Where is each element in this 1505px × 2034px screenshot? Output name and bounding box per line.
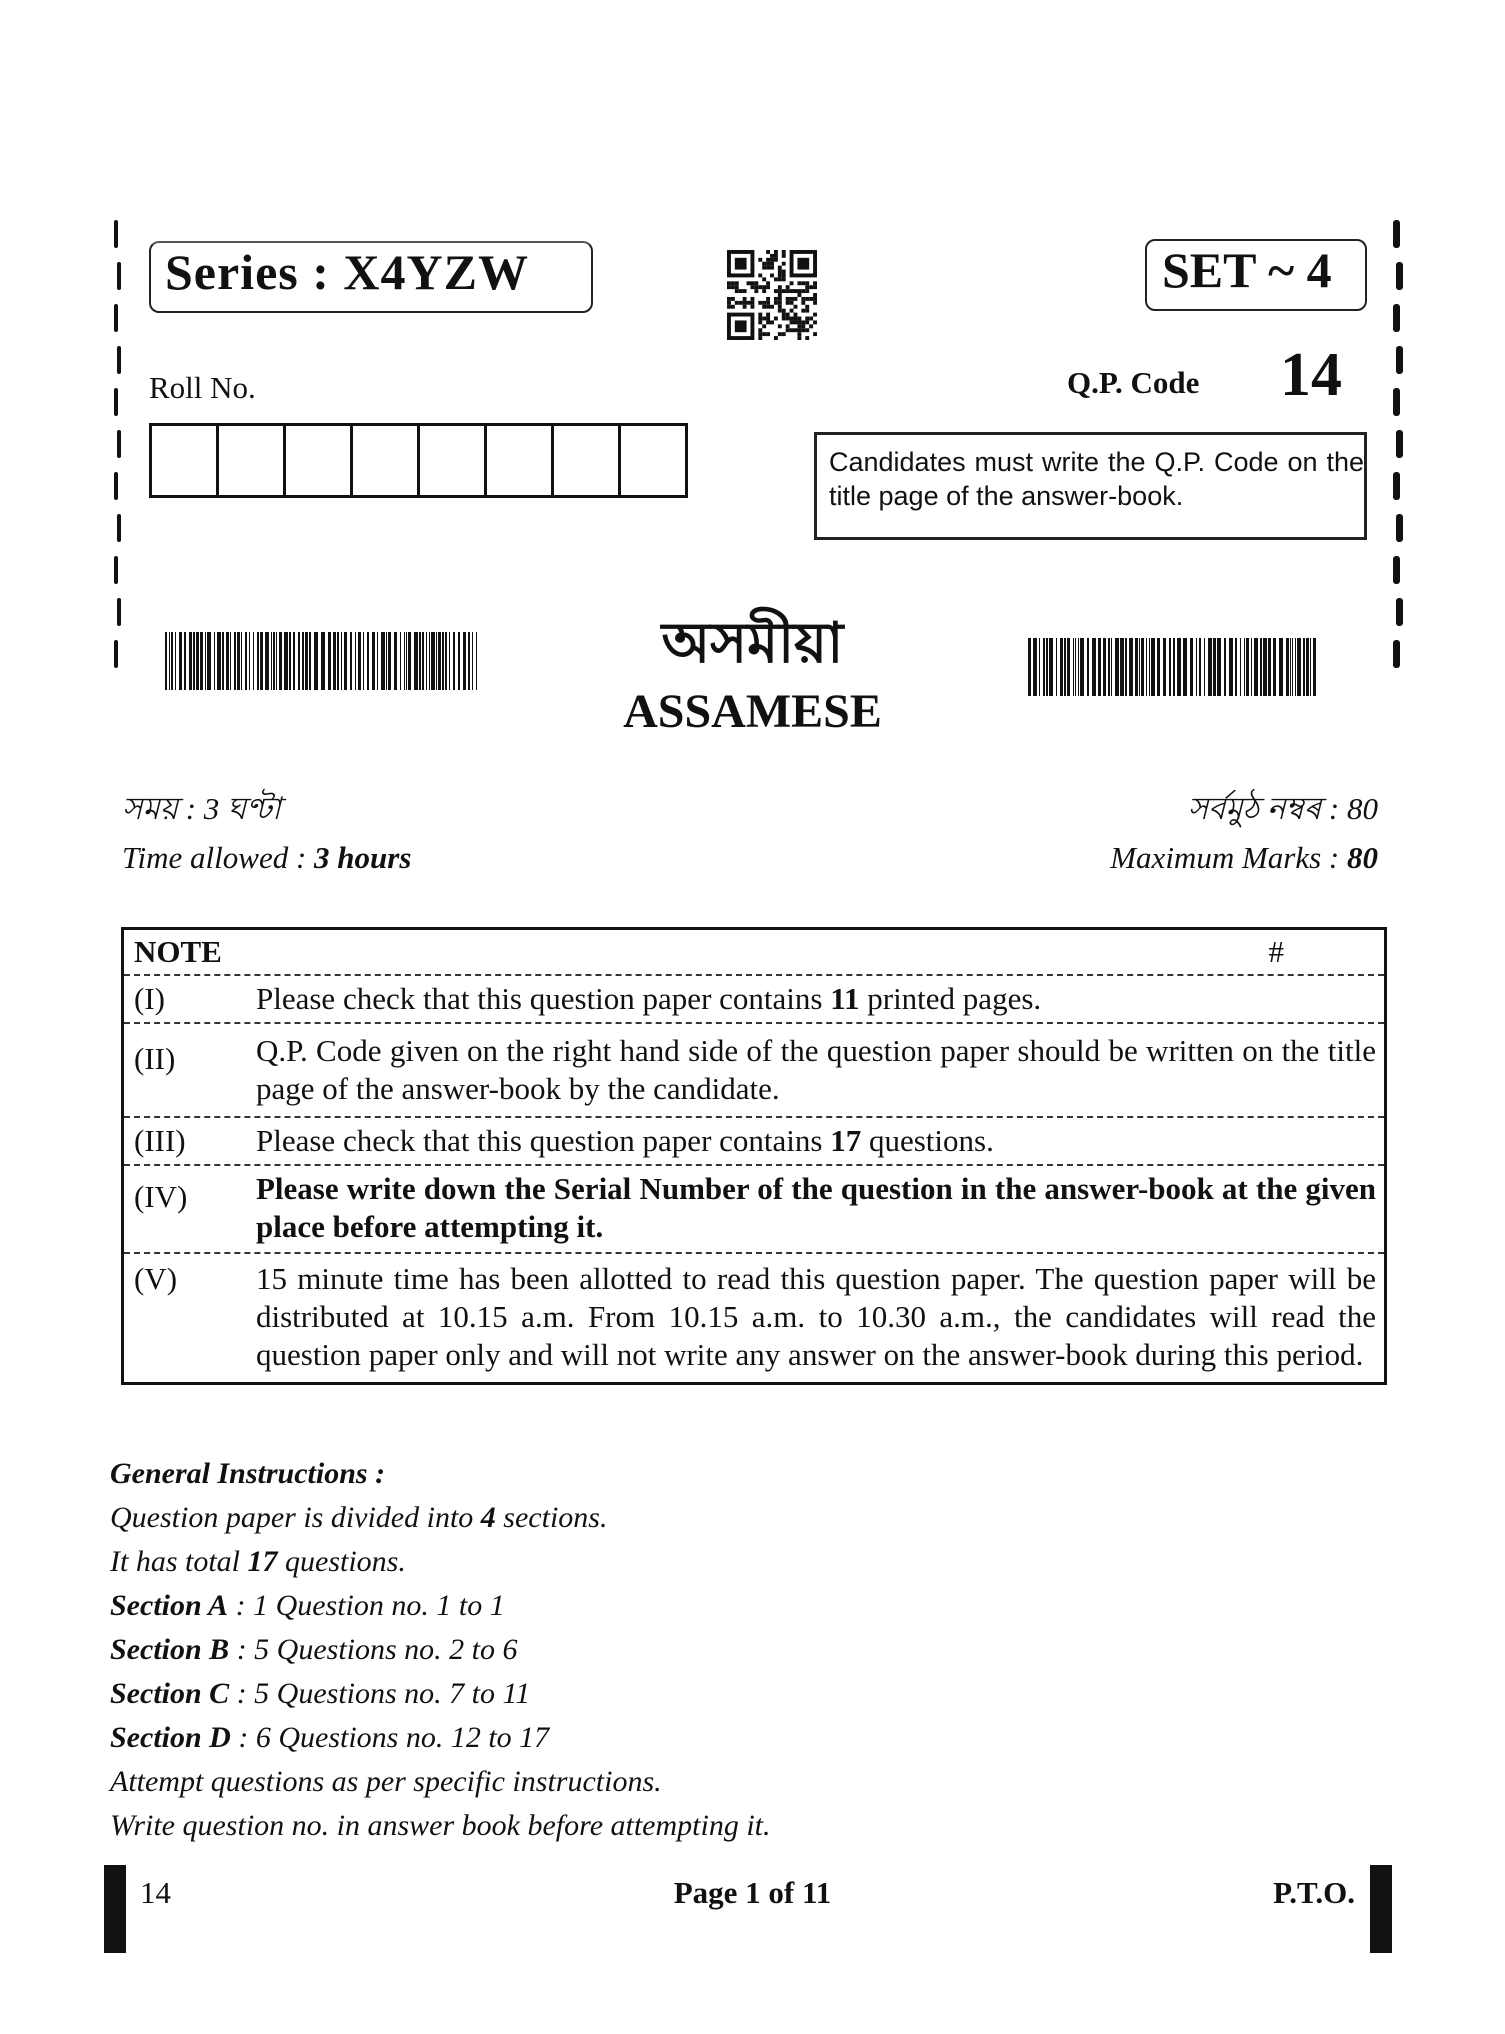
instruction-text: It has total: [110, 1545, 248, 1578]
qr-module: [727, 297, 731, 301]
section-label: Section A: [110, 1589, 229, 1622]
qr-module: [778, 285, 782, 289]
qr-module: [770, 273, 774, 277]
roll-digit-box[interactable]: [353, 426, 420, 495]
qr-module: [809, 285, 813, 289]
margin-mark: [1396, 346, 1403, 374]
qr-module: [778, 289, 782, 293]
set-label: SET ~ 4: [1162, 242, 1332, 298]
marks-value: 80: [1347, 840, 1378, 875]
note-text: Please write down the Serial Number of the question in the answer-book at the given place before attempting it.: [256, 1171, 1376, 1244]
section-line: [110, 1716, 771, 1760]
roll-no-label: Roll No.: [149, 370, 256, 405]
qr-module: [739, 289, 743, 293]
qr-module: [754, 281, 758, 285]
instructions-heading: General Instructions :: [110, 1457, 386, 1490]
instruction-text: sections.: [495, 1501, 608, 1534]
qr-module: [762, 317, 766, 321]
qr-module: [758, 313, 762, 317]
qr-module: [813, 301, 817, 305]
qr-module: [805, 309, 809, 313]
qr-module: [801, 289, 805, 293]
qr-module: [794, 317, 798, 321]
section-text: : 1 Question no. 1 to 1: [228, 1589, 505, 1622]
qr-module: [750, 297, 754, 301]
qr-module: [735, 289, 739, 293]
qr-module: [801, 281, 805, 285]
roll-digit-box[interactable]: [621, 426, 685, 495]
note-row: [124, 1116, 1384, 1164]
page-number: Page 1 of 11: [673, 1875, 832, 1910]
qr-module: [805, 328, 809, 332]
qr-module: [758, 301, 762, 305]
qr-module: [782, 332, 786, 336]
qr-module: [766, 258, 770, 262]
qr-module: [786, 301, 790, 305]
qr-module: [797, 258, 809, 270]
qr-module: [805, 281, 809, 285]
instruction-line: [110, 1540, 771, 1584]
qr-module: [762, 289, 766, 293]
margin-mark: [117, 262, 121, 290]
note-text-part: printed pages.: [859, 981, 1042, 1016]
note-number: (V): [134, 1261, 178, 1296]
qr-module: [758, 332, 762, 336]
margin-mark: [114, 304, 118, 332]
section-line: [110, 1672, 771, 1716]
margin-mark: [1396, 430, 1403, 458]
note-row: [124, 974, 1384, 1022]
qr-module: [805, 297, 809, 301]
qr-module: [801, 309, 805, 313]
pto-label: P.T.O.: [1273, 1875, 1355, 1910]
qr-module: [762, 262, 766, 266]
qr-module: [770, 262, 774, 266]
qr-module: [805, 320, 809, 324]
qr-module: [766, 262, 770, 266]
roll-number-boxes[interactable]: [149, 423, 688, 498]
qr-module: [801, 328, 805, 332]
roll-digit-box[interactable]: [219, 426, 286, 495]
qr-module: [770, 305, 774, 309]
qr-module: [797, 324, 801, 328]
margin-mark: [1396, 262, 1403, 290]
qr-module: [794, 320, 798, 324]
qr-module: [813, 285, 817, 289]
qr-module: [778, 273, 782, 277]
qr-module: [735, 281, 739, 285]
qr-module: [766, 285, 770, 289]
qr-module: [782, 289, 786, 293]
qr-module: [762, 301, 766, 305]
qr-module: [770, 254, 774, 258]
qr-module: [801, 301, 805, 305]
qr-module: [782, 317, 786, 321]
qr-module: [774, 336, 778, 340]
qr-module: [790, 301, 794, 305]
qr-module: [758, 320, 762, 324]
qr-module: [778, 293, 782, 297]
qr-module: [747, 301, 751, 305]
note-row: [124, 1022, 1384, 1116]
qr-module: [766, 250, 770, 254]
note-number: (I): [134, 981, 165, 1016]
qr-module: [805, 305, 809, 309]
qr-module: [731, 297, 735, 301]
margin-mark: [117, 514, 121, 542]
instruction-line: Attempt questions as per specific instructions.: [110, 1765, 662, 1798]
section-text: : 5 Questions no. 7 to 11: [229, 1677, 531, 1710]
marks-label: Maximum Marks :: [1110, 840, 1347, 875]
section-line: [110, 1584, 771, 1628]
qr-module: [813, 297, 817, 301]
qr-module: [766, 297, 770, 301]
time-allowed-bengali: সময় : 3 ঘণ্টা: [122, 791, 281, 826]
qr-module: [778, 309, 782, 313]
qr-module: [731, 305, 735, 309]
qr-module: [766, 301, 770, 305]
qr-module: [758, 328, 762, 332]
qr-module: [778, 266, 782, 270]
qr-module: [750, 285, 754, 289]
qr-module: [790, 281, 794, 285]
note-number: (IV): [134, 1179, 188, 1214]
qr-module: [794, 297, 798, 301]
qr-module: [794, 313, 798, 317]
roll-digit-box[interactable]: [286, 426, 353, 495]
qr-module: [813, 313, 817, 317]
qr-module: [778, 277, 782, 281]
general-instructions: [110, 1452, 771, 1848]
qr-module: [782, 270, 786, 274]
qr-module: [801, 297, 805, 301]
note-number: (II): [134, 1041, 176, 1076]
qr-module: [801, 324, 805, 328]
margin-mark: [1393, 220, 1400, 248]
note-text: 15 minute time has been allotted to read this question paper. The question paper will be distributed at 10.15 a.m. From 10.15 a.m. to 10.30 a.m., the candidates will read the question paper only and will not write any answer on the answer-book during this period.: [256, 1261, 1376, 1372]
section-label: Section B: [110, 1633, 230, 1666]
qr-module: [782, 273, 786, 277]
qr-module: [797, 336, 801, 340]
qr-module: [735, 285, 739, 289]
note-text: [256, 1122, 1384, 1160]
qr-module: [758, 285, 762, 289]
qr-module: [762, 324, 766, 328]
qr-module: [794, 289, 798, 293]
roll-digit-box[interactable]: [554, 426, 621, 495]
qr-module: [794, 328, 798, 332]
subject-title-bengali: অসমীয়া: [661, 613, 844, 675]
qr-module: [762, 285, 766, 289]
qr-module: [727, 301, 731, 305]
qr-module: [750, 281, 754, 285]
qr-module: [813, 293, 817, 297]
qr-module: [778, 301, 782, 305]
qp-code-value: 14: [1280, 341, 1342, 409]
instruction-text: Question paper is divided into: [110, 1501, 481, 1534]
qr-module: [774, 289, 778, 293]
instruction-bold: 17: [247, 1545, 278, 1578]
qr-module: [786, 324, 790, 328]
qr-module: [809, 324, 813, 328]
section-line: [110, 1628, 771, 1672]
qr-module: [731, 285, 735, 289]
note-text-bold: 11: [830, 981, 860, 1016]
qr-module: [790, 309, 794, 313]
qr-module: [770, 320, 774, 324]
margin-mark: [1393, 472, 1400, 500]
qr-module: [774, 250, 778, 254]
roll-digit-box[interactable]: [487, 426, 554, 495]
qr-module: [782, 262, 786, 266]
qr-module: [735, 320, 747, 332]
note-header: [124, 930, 1384, 974]
qp-code-label: Q.P. Code: [1067, 365, 1200, 400]
note-row: [124, 1252, 1384, 1382]
qr-module: [778, 270, 782, 274]
qr-module: [801, 320, 805, 324]
note-text-part: questions.: [861, 1123, 994, 1158]
margin-mark: [114, 556, 118, 584]
max-marks: [1110, 840, 1378, 876]
qr-module: [747, 281, 751, 285]
note-row: [124, 1164, 1384, 1252]
qr-module: [750, 305, 754, 309]
qr-module: [782, 250, 786, 254]
instruction-line: [110, 1496, 771, 1540]
qr-module: [750, 301, 754, 305]
qr-module: [766, 317, 770, 321]
qr-module: [774, 297, 778, 301]
qr-code-icon: [726, 250, 818, 340]
qr-module: [762, 277, 766, 281]
margin-mark: [114, 472, 118, 500]
series-label: Series : X4YZW: [165, 244, 529, 300]
qr-module: [778, 332, 782, 336]
time-label: Time allowed :: [122, 840, 315, 875]
qr-module: [731, 281, 735, 285]
qr-module: [805, 317, 809, 321]
qr-module: [727, 305, 731, 309]
roll-digit-box[interactable]: [152, 426, 219, 495]
qr-module: [762, 332, 766, 336]
qr-module: [797, 281, 801, 285]
qr-module: [782, 313, 786, 317]
qr-module: [766, 281, 770, 285]
qr-module: [805, 285, 809, 289]
note-text-bold: 17: [830, 1123, 862, 1158]
qr-module: [797, 317, 801, 321]
qr-module: [782, 277, 786, 281]
note-number: (III): [134, 1123, 186, 1158]
qr-module: [766, 313, 770, 317]
margin-mark: [1393, 304, 1400, 332]
qr-module: [786, 313, 790, 317]
qr-module: [754, 285, 758, 289]
qr-module: [797, 332, 801, 336]
note-text: Q.P. Code given on the right hand side of the question paper should be written on the title page of the answer-book by the candidate.: [256, 1033, 1376, 1106]
qr-module: [766, 266, 770, 270]
qr-module: [758, 258, 762, 262]
qr-module: [790, 289, 794, 293]
qr-module: [805, 336, 809, 340]
qr-module: [782, 254, 786, 258]
qr-module: [735, 258, 747, 270]
qr-module: [774, 258, 778, 262]
instruction-line: Write question no. in answer book before attempting it.: [110, 1809, 771, 1842]
qr-module: [805, 289, 809, 293]
qr-module: [797, 328, 801, 332]
margin-mark: [114, 220, 118, 248]
qr-module: [797, 320, 801, 324]
note-text-part: Please check that this question paper contains: [256, 981, 831, 1016]
qr-module: [778, 305, 782, 309]
qr-module: [778, 324, 782, 328]
qr-module: [774, 254, 778, 258]
qr-module: [797, 289, 801, 293]
section-label: Section D: [110, 1721, 231, 1754]
section-text: : 6 Questions no. 12 to 17: [230, 1721, 550, 1754]
instruction-text: questions.: [277, 1545, 406, 1578]
note-text: [256, 980, 1384, 1018]
qr-module: [770, 266, 774, 270]
margin-mark: [117, 430, 121, 458]
qr-module: [758, 336, 762, 340]
candidate-note: Candidates must write the Q.P. Code on the title page of the answer-book.: [814, 432, 1367, 540]
margin-mark: [1393, 388, 1400, 416]
qr-module: [786, 317, 790, 321]
qr-module: [754, 289, 758, 293]
qr-module: [782, 309, 786, 313]
qr-module: [790, 328, 794, 332]
qr-module: [794, 305, 798, 309]
qr-module: [743, 289, 747, 293]
qr-module: [743, 301, 747, 305]
qr-module: [743, 297, 747, 301]
qr-module: [758, 317, 762, 321]
margin-mark: [1393, 556, 1400, 584]
qr-module: [809, 317, 813, 321]
time-value: 3 hours: [314, 840, 412, 875]
time-allowed: [122, 840, 411, 876]
qr-module: [786, 297, 790, 301]
margin-mark: [117, 346, 121, 374]
qr-module: [790, 317, 794, 321]
qr-module: [774, 301, 778, 305]
margin-mark: [114, 388, 118, 416]
footer-code: 14: [140, 1875, 171, 1910]
qr-module: [778, 297, 782, 301]
qr-module: [762, 266, 766, 270]
qr-module: [790, 320, 794, 324]
section-label: Section C: [110, 1677, 230, 1710]
qr-module: [786, 285, 790, 289]
qr-module: [758, 273, 762, 277]
qr-module: [770, 258, 774, 262]
max-marks-bengali: সৰ্বমুঠ নম্বৰ : 80: [1187, 791, 1378, 826]
note-table: [121, 927, 1387, 1385]
qr-module: [735, 301, 739, 305]
section-text: : 5 Questions no. 2 to 6: [229, 1633, 518, 1666]
qr-module: [774, 317, 778, 321]
qr-module: [727, 281, 731, 285]
qr-module: [774, 277, 778, 281]
qr-module: [786, 328, 790, 332]
note-hash: #: [1268, 934, 1284, 969]
qr-module: [766, 320, 770, 324]
qr-module: [797, 293, 801, 297]
qr-module: [727, 285, 731, 289]
qr-module: [813, 281, 817, 285]
qr-module: [766, 332, 770, 336]
qr-module: [786, 289, 790, 293]
note-heading: NOTE: [134, 934, 222, 969]
margin-mark: [1396, 514, 1403, 542]
note-text-part: Please check that this question paper contains: [256, 1123, 831, 1158]
qr-module: [743, 305, 747, 309]
qr-module: [790, 297, 794, 301]
subject-title-english: ASSAMESE: [623, 685, 882, 738]
qr-module: [809, 297, 813, 301]
qr-module: [813, 332, 817, 336]
qr-module: [766, 305, 770, 309]
roll-digit-box[interactable]: [420, 426, 487, 495]
instruction-bold: 4: [480, 1501, 496, 1534]
qr-module: [813, 320, 817, 324]
qr-module: [739, 301, 743, 305]
qr-module: [762, 305, 766, 309]
